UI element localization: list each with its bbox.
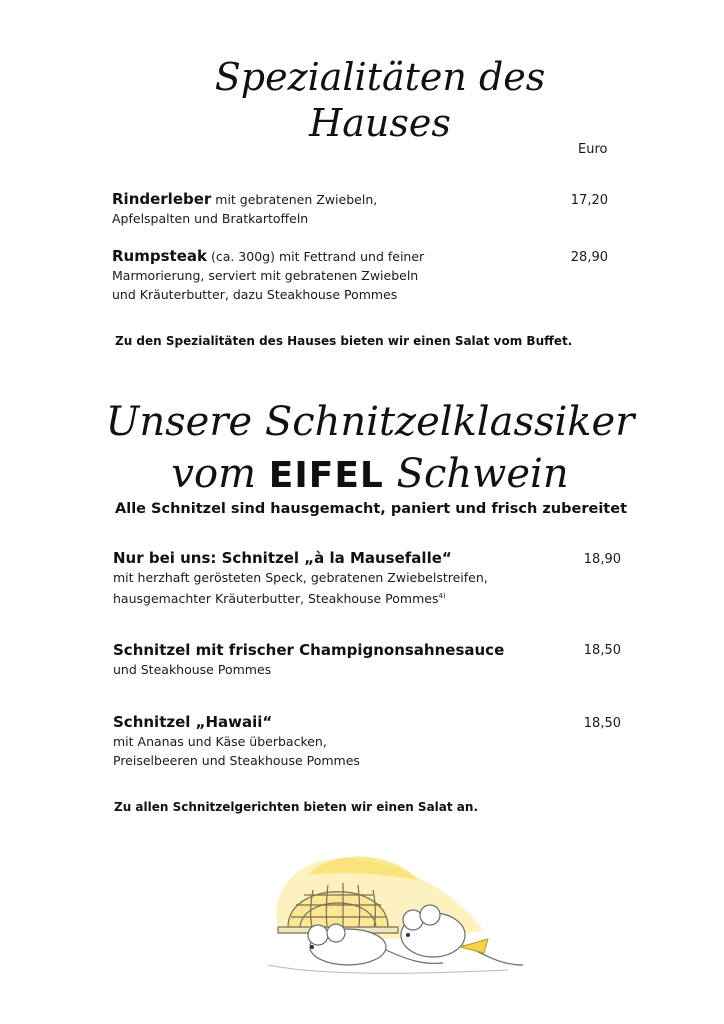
dish-description: Marmorierung, serviert mit gebratenen Zwiebeln: [112, 268, 419, 283]
footnote-marker: 4): [438, 592, 446, 600]
section-note: Zu den Spezialitäten des Hauses bieten wir einen Salat vom Buffet.: [115, 334, 573, 348]
title-text: vom: [171, 451, 269, 497]
dish-description: mit herzhaft gerösteten Speck, gebratenen Zwiebelstreifen,: [113, 570, 488, 585]
menu-item-rinderleber: [112, 190, 542, 228]
menu-item-rumpsteak: [112, 247, 552, 304]
specialties-title-line2: Hauses: [309, 101, 451, 145]
dish-description: und Kräuterbutter, dazu Steakhouse Pommes: [112, 287, 398, 302]
dish-price: 28,90: [570, 250, 608, 265]
dish-price: 18,50: [583, 643, 621, 658]
dish-name: Rumpsteak: [112, 247, 207, 265]
section-note: Zu allen Schnitzelgerichten bieten wir einen Salat an.: [114, 800, 478, 814]
dish-description: (ca. 300g) mit Fettrand und feiner: [206, 249, 425, 264]
schnitzel-title-line2: [90, 451, 650, 506]
schnitzel-subheading: Alle Schnitzel sind hausgemacht, paniert und frisch zubereitet: [115, 501, 627, 517]
menu-item-champignon: [113, 641, 583, 679]
specialties-title-line1: Spezialitäten des: [214, 55, 546, 99]
currency-label: Euro: [578, 142, 608, 157]
dish-description: und Steakhouse Pommes: [113, 662, 272, 677]
dish-description: Preiselbeeren und Steakhouse Pommes: [113, 753, 360, 768]
schnitzel-title: [90, 399, 650, 506]
specialties-title: [160, 55, 600, 150]
dish-name: Nur bei uns: Schnitzel „à la Mausefalle“: [113, 549, 452, 567]
dish-name: Rinderleber: [112, 190, 212, 208]
schnitzel-title-line1: Unsere Schnitzelklassiker: [105, 399, 635, 445]
dish-name: Schnitzel „Hawaii“: [113, 713, 273, 731]
dish-description: Apfelspalten und Bratkartoffeln: [112, 211, 309, 226]
dish-price: 17,20: [570, 193, 608, 208]
title-text: Schwein: [383, 451, 569, 497]
dish-price: 18,50: [583, 716, 621, 731]
mousetrap-mice-illustration: [248, 835, 528, 985]
dish-name: Schnitzel mit frischer Champignonsahnesauce: [113, 641, 505, 659]
dish-description: mit Ananas und Käse überbacken,: [113, 734, 327, 749]
dish-description: mit gebratenen Zwiebeln,: [211, 192, 378, 207]
eifel-brand: EIFEL: [268, 455, 384, 496]
dish-description: hausgemachter Kräuterbutter, Steakhouse Pommes: [113, 591, 439, 607]
menu-item-mausefalle: [113, 549, 583, 608]
menu-item-hawaii: [113, 713, 583, 770]
dish-price: 18,90: [583, 552, 621, 567]
